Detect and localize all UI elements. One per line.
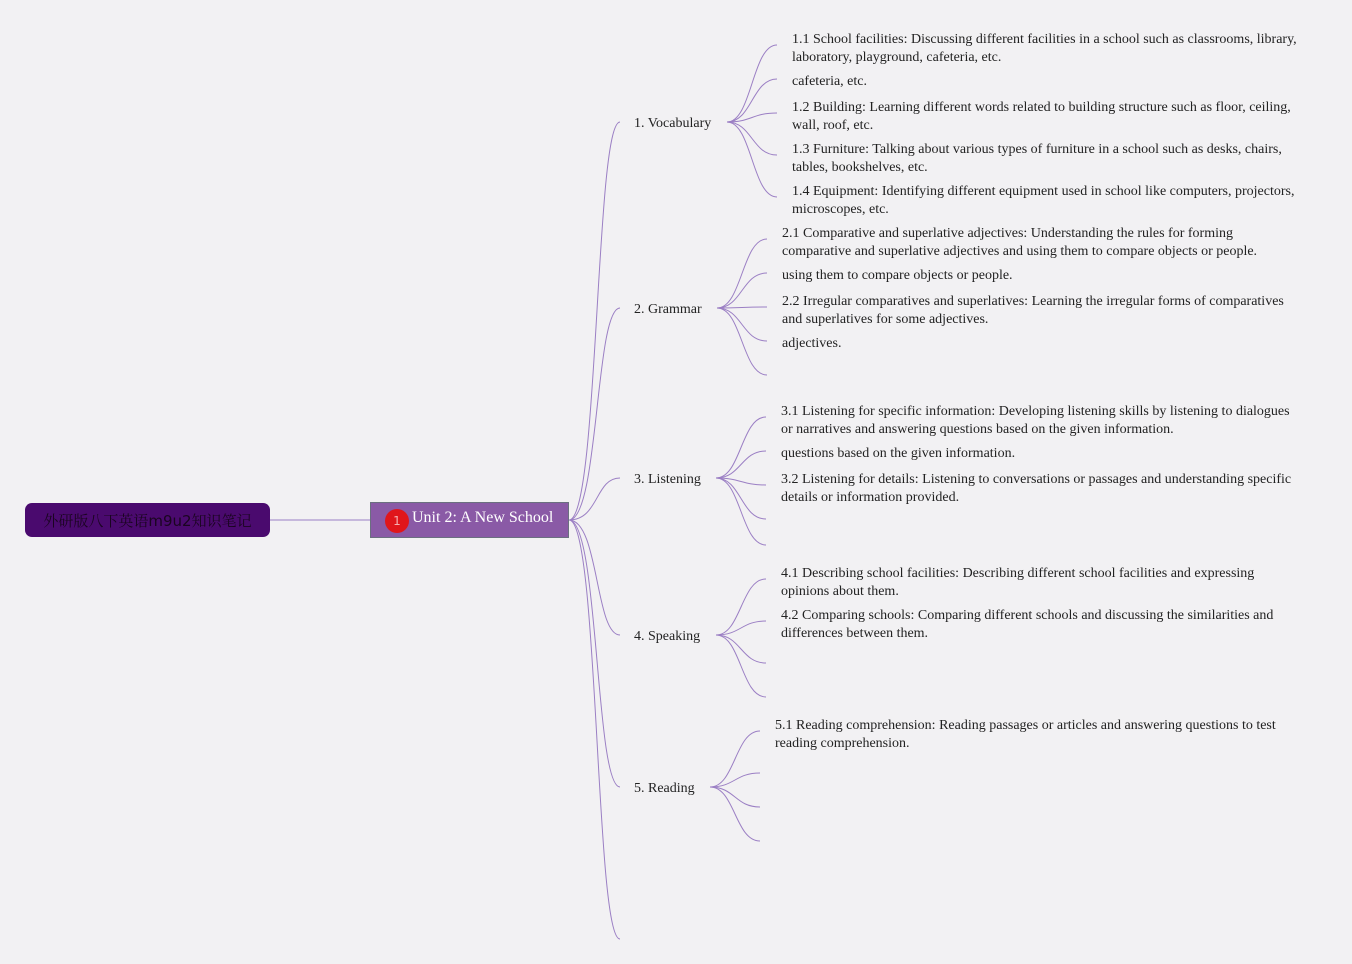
leaf-comparing-schools[interactable]: 4.2 Comparing schools: Comparing different schools and discussing the similarities and differences between them. <box>781 608 1274 641</box>
connector-leaf-4-3 <box>710 787 760 841</box>
connector-leaf-4-0 <box>710 731 760 787</box>
leaf-adjectives[interactable]: adjectives. <box>782 336 842 351</box>
connector-leaf-0-0 <box>727 45 777 122</box>
connector-branch-5 <box>569 520 620 939</box>
connector-leaf-2-4 <box>716 478 766 545</box>
branch-listening[interactable]: 3. Listening <box>634 472 701 487</box>
leaf-listening-specific[interactable]: 3.1 Listening for specific information: Developing listening skills by listening to dialogues or narratives and answering questions based on the given information. <box>781 404 1290 437</box>
branch-speaking[interactable]: 4. Speaking <box>634 629 701 644</box>
connector-branch-4 <box>569 520 620 787</box>
leaf-reading-comprehension[interactable]: 5.1 Reading comprehension: Reading passages or articles and answering questions to test reading comprehension. <box>775 718 1276 751</box>
leaf-listening-details[interactable]: 3.2 Listening for details: Listening to conversations or passages and understanding specific details or information provided. <box>781 472 1292 505</box>
connector-leaf-0-1 <box>727 79 777 122</box>
central-topic-label: Unit 2: A New School <box>412 509 554 526</box>
leaf-questions-given-info[interactable]: questions based on the given information. <box>781 446 1016 461</box>
connector-leaf-3-0 <box>716 579 766 635</box>
connector-leaf-0-4 <box>727 122 777 197</box>
central-topic-node[interactable] <box>370 502 569 538</box>
branch-reading[interactable]: 5. Reading <box>634 781 695 796</box>
connector-leaf-3-2 <box>716 635 766 663</box>
leaf-school-facilities[interactable]: 1.1 School facilities: Discussing different facilities in a school such as classrooms, library, laboratory, playground, cafeteria, etc. <box>792 32 1297 65</box>
leaf-compare-objects[interactable]: using them to compare objects or people. <box>782 268 1013 283</box>
connector-leaf-1-4 <box>717 308 767 375</box>
leaf-irregular-comparatives[interactable]: 2.2 Irregular comparatives and superlatives: Learning the irregular forms of comparatives and superlatives for some adjectives. <box>782 294 1284 327</box>
connector-leaf-1-3 <box>717 308 767 341</box>
leaf-furniture[interactable]: 1.3 Furniture: Talking about various types of furniture in a school such as desks, chairs, tables, bookshelves, etc. <box>792 142 1282 175</box>
leaf-equipment[interactable]: 1.4 Equipment: Identifying different equipment used in school like computers, projectors, microscopes, etc. <box>792 184 1295 217</box>
connector-branch-0 <box>569 122 620 520</box>
connector-branch-1 <box>569 308 620 520</box>
leaf-describing-facilities[interactable]: 4.1 Describing school facilities: Describing different school facilities and expressing opinions about them. <box>781 566 1255 599</box>
branch-vocabulary[interactable]: 1. Vocabulary <box>634 116 712 131</box>
connector-leaf-2-1 <box>716 451 766 478</box>
connector-leaf-1-0 <box>717 239 767 308</box>
root-topic-label: 外研版八下英语m9u2知识笔记 <box>43 511 252 530</box>
connector-leaf-0-3 <box>727 122 777 155</box>
marker-badge-icon: 1 <box>385 509 409 533</box>
leaf-cafeteria[interactable]: cafeteria, etc. <box>792 74 867 89</box>
connector-branch-3 <box>569 520 620 635</box>
root-topic-node[interactable] <box>25 503 270 537</box>
branch-grammar[interactable]: 2. Grammar <box>634 302 702 317</box>
leaf-comparative-superlative[interactable]: 2.1 Comparative and superlative adjectives: Understanding the rules for forming comparative and superlative adjectives and using them to compare objects or people. <box>782 226 1258 259</box>
leaf-building[interactable]: 1.2 Building: Learning different words related to building structure such as floor, ceiling, wall, roof, etc. <box>792 100 1291 133</box>
connector-leaf-4-2 <box>710 787 760 807</box>
connector-leaf-1-1 <box>717 273 767 308</box>
connector-leaf-3-3 <box>716 635 766 697</box>
connector-leaf-2-0 <box>716 417 766 478</box>
